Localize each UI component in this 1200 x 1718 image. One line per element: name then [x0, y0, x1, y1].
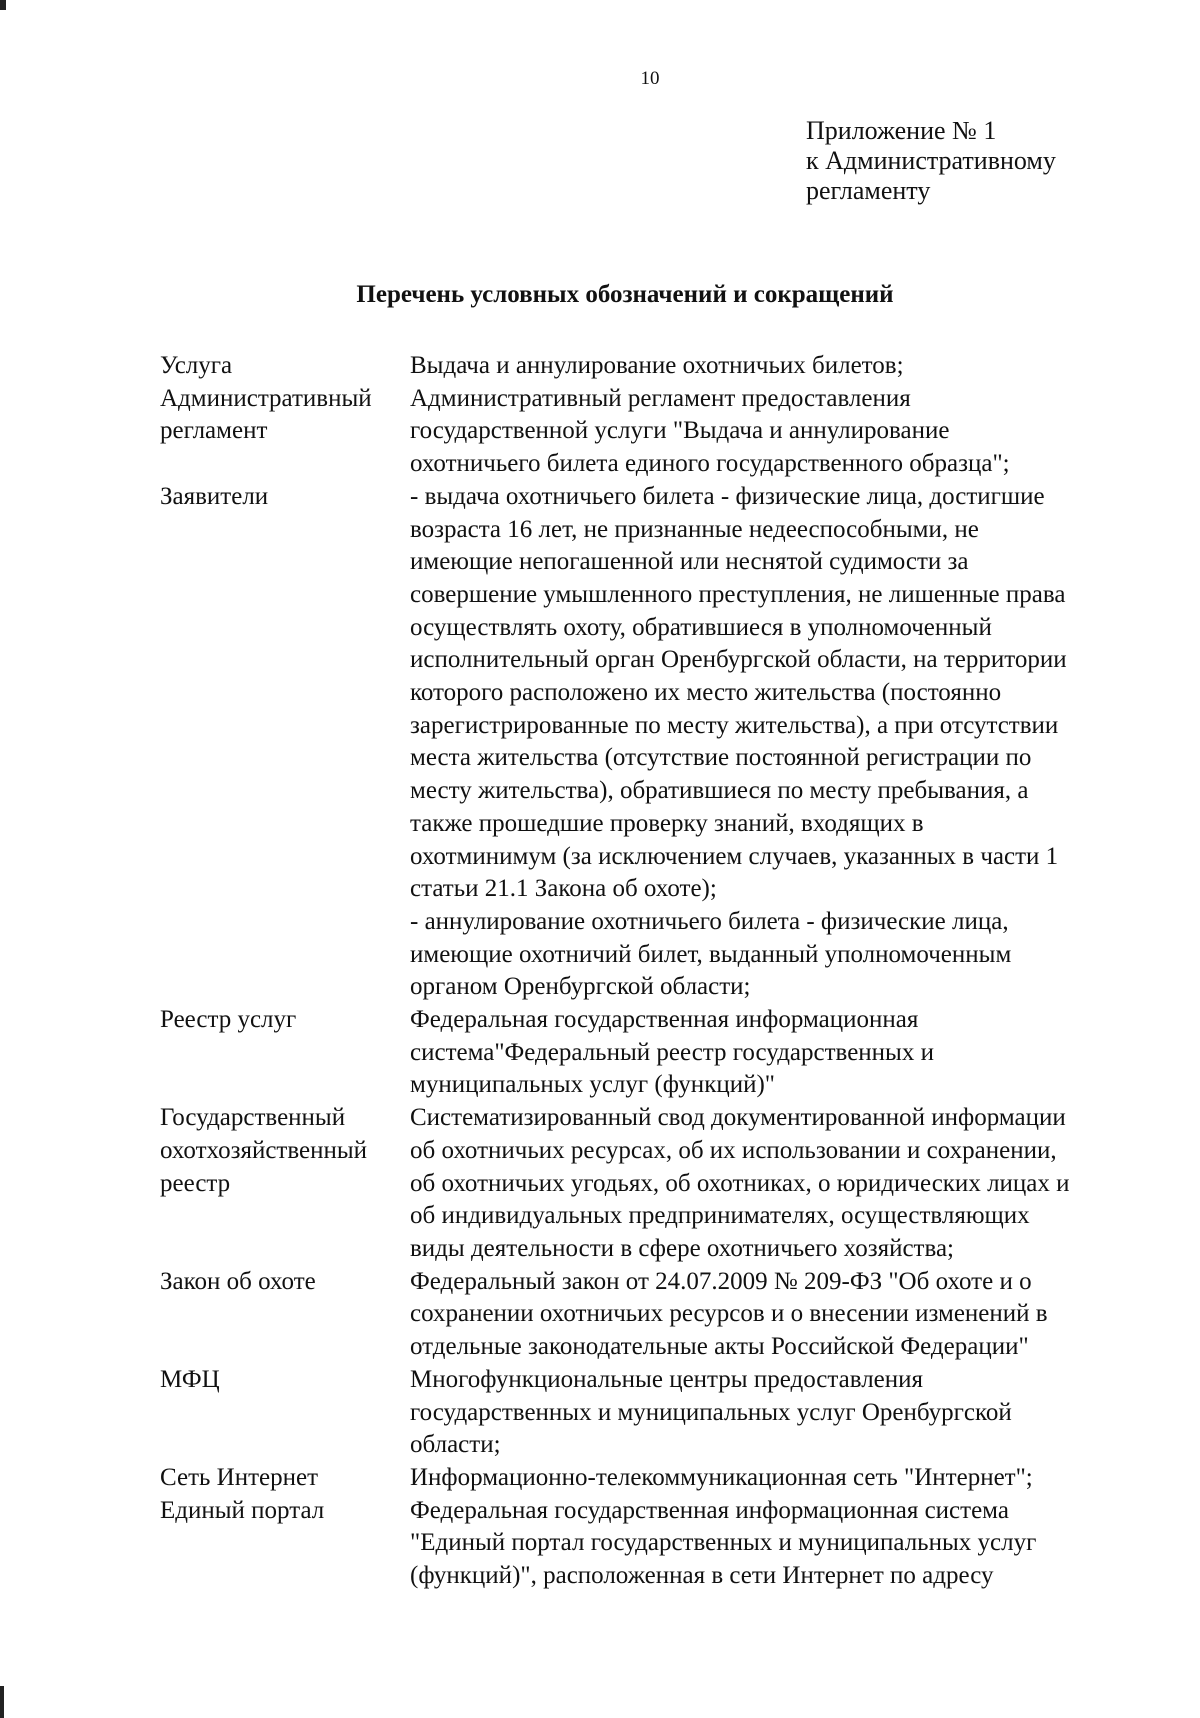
glossary-definition-line: сохранении охотничьих ресурсов и о внесении изменений в [410, 1300, 1048, 1328]
appendix-line: Приложение № 1 [806, 116, 997, 145]
glossary-definition-line: имеющие охотничий билет, выданный уполномоченным [410, 940, 1012, 968]
glossary-term-line: Единый портал [160, 1496, 325, 1524]
glossary-definition-line: Федеральная государственная информационная [410, 1006, 919, 1034]
glossary-term-line: Закон об охоте [160, 1267, 316, 1295]
glossary-definition-line: месту жительства), обратившиеся по месту пребывания, а [410, 777, 1029, 805]
glossary-definition-line: исполнительный орган Оренбургской области, на территории [410, 646, 1067, 674]
glossary-definition-line: Выдача и аннулирование охотничьих билетов; [410, 352, 904, 379]
glossary-definition-line: "Единый портал государственных и муниципальных услуг [410, 1529, 1037, 1557]
glossary-term-line: реестр [160, 1169, 231, 1197]
glossary-term [160, 1495, 410, 1593]
glossary-term [160, 1266, 410, 1364]
glossary-term-line: МФЦ [160, 1365, 220, 1393]
glossary-definition-line: Федеральный закон от 24.07.2009 № 209-ФЗ "Об охоте и о [410, 1267, 1032, 1295]
glossary-definition-line: виды деятельности в сфере охотничьего хозяйства; [410, 1234, 954, 1262]
appendix-line: к Административному [806, 146, 1056, 175]
glossary-entry [160, 1266, 1170, 1364]
glossary-term-line: Реестр услуг [160, 1006, 297, 1034]
glossary-definition [410, 383, 1170, 481]
glossary-term [160, 481, 410, 1004]
glossary-term [160, 1004, 410, 1102]
glossary-definition [410, 1266, 1170, 1364]
glossary-definition-line: области; [410, 1431, 501, 1459]
glossary-definition-line: имеющие непогашенной или неснятой судимости за [410, 548, 969, 576]
glossary-term-line: регламент [160, 417, 268, 445]
glossary-definition [410, 1364, 1170, 1462]
glossary-definition-line: (функций)", расположенная в сети Интернет по адресу [410, 1562, 994, 1590]
glossary-term [160, 1364, 410, 1462]
glossary-definition-line: статьи 21.1 Закона об охоте); [410, 875, 717, 903]
glossary-term-line: Административный [160, 384, 372, 412]
glossary-definition-line: отдельные законодательные акты Российской Федерации" [410, 1333, 1029, 1361]
glossary-definition-line: которого расположено их место жительства (постоянно [410, 679, 1002, 707]
glossary-definition-line: также прошедшие проверку знаний, входящих в [410, 809, 924, 837]
glossary-definition-line: зарегистрированные по месту жительства), а при отсутствии [410, 711, 1059, 739]
glossary-entry [160, 1495, 1170, 1593]
glossary-definition-line: охотминимум (за исключением случаев, указанных в части 1 [410, 842, 1059, 870]
glossary-definition [410, 1102, 1170, 1266]
glossary-definition-line: государственной услуги "Выдача и аннулирование [410, 417, 950, 445]
glossary-entry [160, 350, 1170, 383]
glossary-entry [160, 1004, 1170, 1102]
glossary-definition-line: муниципальных услуг (функций)" [410, 1071, 776, 1099]
abbreviations-list [160, 350, 1170, 1593]
glossary-definition [410, 481, 1170, 1004]
glossary-definition-line: Административный регламент предоставления [410, 384, 911, 412]
glossary-term [160, 383, 410, 481]
glossary-term [160, 1462, 410, 1495]
glossary-definition-line: система"Федеральный реестр государственных и [410, 1038, 934, 1066]
document-title: Перечень условных обозначений и сокращений [356, 281, 894, 308]
glossary-definition-line: охотничьего билета единого государственного образца"; [410, 450, 1010, 478]
glossary-definition-line: органом Оренбургской области; [410, 973, 751, 1001]
glossary-definition-line: - выдача охотничьего билета - физические лица, достигшие [410, 482, 1045, 510]
scan-edge-mark [0, 1686, 4, 1718]
glossary-term-line: Заявители [160, 482, 269, 510]
glossary-definition-line: Многофункциональные центры предоставления [410, 1365, 924, 1393]
glossary-term-line: Услуга [160, 352, 233, 379]
glossary-term-line: Сеть Интернет [160, 1463, 319, 1491]
glossary-definition-line: об охотничьих ресурсах, об их использовании и сохранении, [410, 1136, 1057, 1164]
glossary-definition-line: осуществлять охоту, обратившиеся в уполномоченный [410, 613, 992, 641]
glossary-definition [410, 1004, 1170, 1102]
glossary-definition-line: об индивидуальных предпринимателях, осуществляющих [410, 1202, 1030, 1230]
glossary-entry [160, 481, 1170, 1004]
glossary-definition [410, 1462, 1170, 1495]
glossary-definition-line: возраста 16 лет, не признанные недееспособными, не [410, 515, 979, 543]
page-number: 10 [640, 68, 660, 89]
glossary-definition-line: - аннулирование охотничьего билета - физические лица, [410, 907, 1009, 935]
appendix-header [806, 116, 1056, 206]
glossary-entry [160, 1102, 1170, 1266]
glossary-entry [160, 1462, 1170, 1495]
glossary-term-line: охотхозяйственный [160, 1136, 368, 1164]
glossary-definition-line: Федеральная государственная информационная система [410, 1496, 1009, 1524]
glossary-entry [160, 1364, 1170, 1462]
glossary-definition [410, 1495, 1170, 1593]
glossary-definition-line: об охотничьих угодьях, об охотниках, о юридических лицах и [410, 1169, 1070, 1197]
appendix-line: регламенту [806, 176, 931, 205]
glossary-term [160, 350, 410, 383]
glossary-definition-line: государственных и муниципальных услуг Оренбургской [410, 1398, 1012, 1426]
glossary-term [160, 1102, 410, 1266]
glossary-definition-line: совершение умышленного преступления, не лишенные права [410, 580, 1066, 608]
glossary-definition [410, 350, 1170, 383]
glossary-definition-line: Систематизированный свод документированной информации [410, 1104, 1066, 1132]
glossary-entry [160, 383, 1170, 481]
glossary-definition-line: Информационно-телекоммуникационная сеть "Интернет"; [410, 1463, 1033, 1491]
glossary-definition-line: места жительства (отсутствие постоянной регистрации по [410, 744, 1032, 772]
scan-edge-mark [0, 0, 6, 10]
glossary-term-line: Государственный [160, 1104, 346, 1132]
